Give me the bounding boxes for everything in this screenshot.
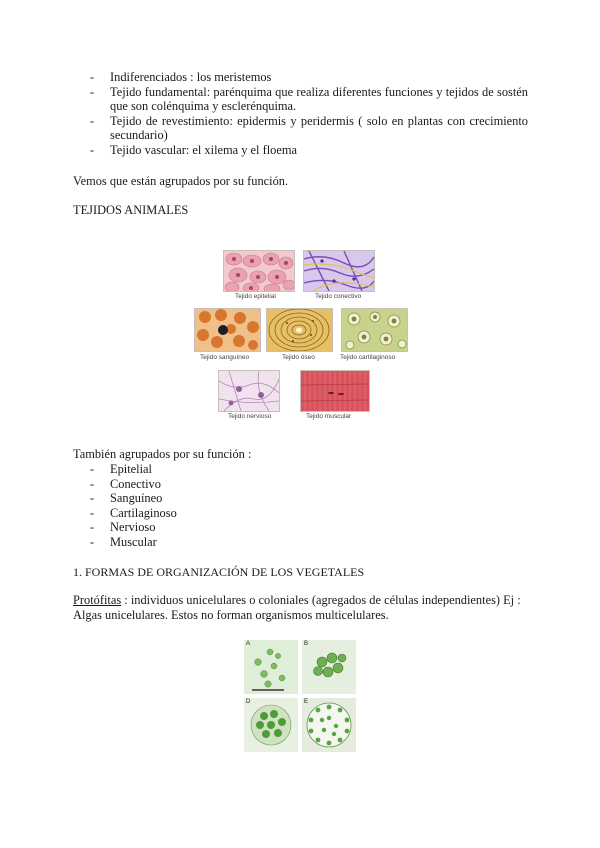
section-title: 1. FORMAS DE ORGANIZACIÓN DE LOS VEGETALES [73, 565, 365, 579]
nervous-tissue-image [218, 370, 280, 412]
epithelial-tissue-image [223, 250, 295, 292]
algae-panel-d [244, 698, 298, 752]
algae-figure [244, 640, 356, 752]
caption: Tejido cartilaginoso [340, 354, 396, 361]
caption: Tejido epitelial [235, 293, 276, 300]
list-item: - Tejido vascular: el xilema y el floema [73, 143, 528, 158]
animal-tissue-list [73, 462, 373, 550]
panel-label: B [304, 641, 309, 647]
caption: Tejido óseo [282, 354, 315, 361]
caption: Tejido nervioso [228, 413, 272, 420]
bone-tissue-image [266, 308, 333, 352]
cartilage-tissue-image [341, 308, 408, 352]
protofitas-term: Protófitas [73, 593, 122, 607]
list-item: - Cartilaginoso [73, 506, 373, 521]
caption: Tejido muscular [306, 413, 352, 420]
muscle-tissue-image [300, 370, 370, 412]
panel-label: D [246, 699, 251, 705]
caption: Tejido conectivo [315, 293, 362, 300]
list-item: - Conectivo [73, 477, 373, 492]
list-item: - Muscular [73, 535, 373, 550]
algae-panel-e [302, 698, 356, 752]
connective-tissue-image [303, 250, 375, 292]
plant-tissue-list [73, 70, 528, 158]
panel-label: E [304, 699, 309, 705]
also-grouped-paragraph: También agrupados por su función : [73, 447, 252, 461]
protofitas-text: : individuos unicelulares o coloniales (agregados de células independientes) Ej : Algas unicelulares. Estos no forman organismos multicelulares. [73, 593, 521, 622]
grouped-paragraph: Vemos que están agrupados por su función. [73, 174, 289, 188]
list-item: - Epitelial [73, 462, 373, 477]
list-item: - Nervioso [73, 520, 373, 535]
protofitas-paragraph [73, 593, 528, 623]
list-item: - Sanguíneo [73, 491, 373, 506]
blood-tissue-image [194, 308, 261, 352]
list-item: - Indiferenciados : los meristemos [73, 70, 528, 85]
algae-panel-a [244, 640, 298, 694]
animal-tissues-figure [190, 248, 415, 428]
caption: Tejido sanguíneo [200, 354, 250, 361]
animal-tissues-heading: TEJIDOS ANIMALES [73, 203, 189, 217]
panel-label: A [246, 641, 251, 647]
list-item: - Tejido de revestimiento: epidermis y peridermis ( solo en plantas con crecimiento secundario) [73, 114, 528, 143]
algae-panel-b [302, 640, 356, 694]
list-item: - Tejido fundamental: parénquima que realiza diferentes funciones y tejidos de sostén que son colénquima y esclerénquima. [73, 85, 528, 114]
